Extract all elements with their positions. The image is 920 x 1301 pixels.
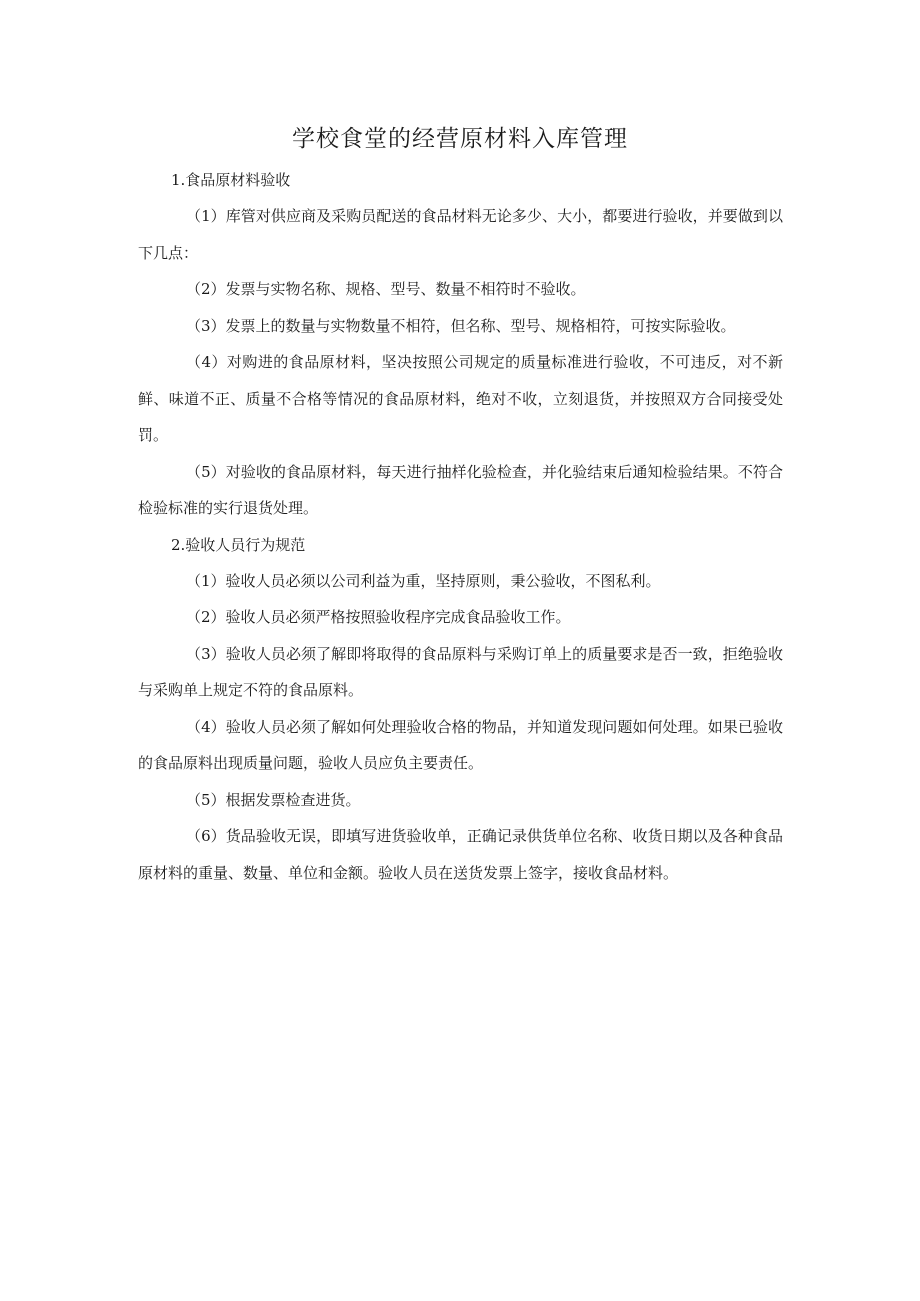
paragraph: （1）库管对供应商及采购员配送的食品材料无论多少、大小，都要进行验收，并要做到以下几点： xyxy=(138,207,783,262)
paragraph: （5）根据发票检查进货。 xyxy=(186,790,361,809)
paragraph: （4）验收人员必须了解如何处理验收合格的物品，并知道发现问题如何处理。如果已验收的食品原料出现质量问题，验收人员应负主要责任。 xyxy=(138,717,783,772)
paragraph: （2）验收人员必须严格按照验收程序完成食品验收工作。 xyxy=(186,608,571,626)
section-food-material-acceptance xyxy=(138,162,783,527)
paragraph: （1）验收人员必须以公司利益为重，坚持原则，秉公验收，不图私利。 xyxy=(186,571,661,590)
section-inspector-conduct xyxy=(138,527,783,892)
section-heading: 1.食品原材料验收 xyxy=(171,171,291,189)
paragraph: （5）对验收的食品原材料，每天进行抽样化验检查，并化验结束后通知检验结果。不符合检验标准的实行退货处理。 xyxy=(138,462,783,517)
paragraph: （4）对购进的食品原材料，坚决按照公司规定的质量标准进行验收，不可违反，对不新鲜、味道不正、质量不合格等情况的食品原材料，绝对不收，立刻退货，并按照双方合同接受处罚。 xyxy=(138,353,783,444)
document-title: 学校食堂的经营原材料入库管理 xyxy=(292,126,628,152)
paragraph: （6）货品验收无误，即填写进货验收单，正确记录供货单位名称、收货日期以及各种食品原材料的重量、数量、单位和金额。验收人员在送货发票上签字，接收食品材料。 xyxy=(138,827,783,882)
paragraph: （3）发票上的数量与实物数量不相符，但名称、型号、规格相符，可按实际验收。 xyxy=(186,316,736,335)
document-body xyxy=(138,162,783,891)
paragraph: （2）发票与实物名称、规格、型号、数量不相符时不验收。 xyxy=(186,280,586,298)
paragraph: （3）验收人员必须了解即将取得的食品原料与采购订单上的质量要求是否一致，拒绝验收与采购单上规定不符的食品原料。 xyxy=(138,644,783,699)
section-heading: 2.验收人员行为规范 xyxy=(171,535,306,554)
